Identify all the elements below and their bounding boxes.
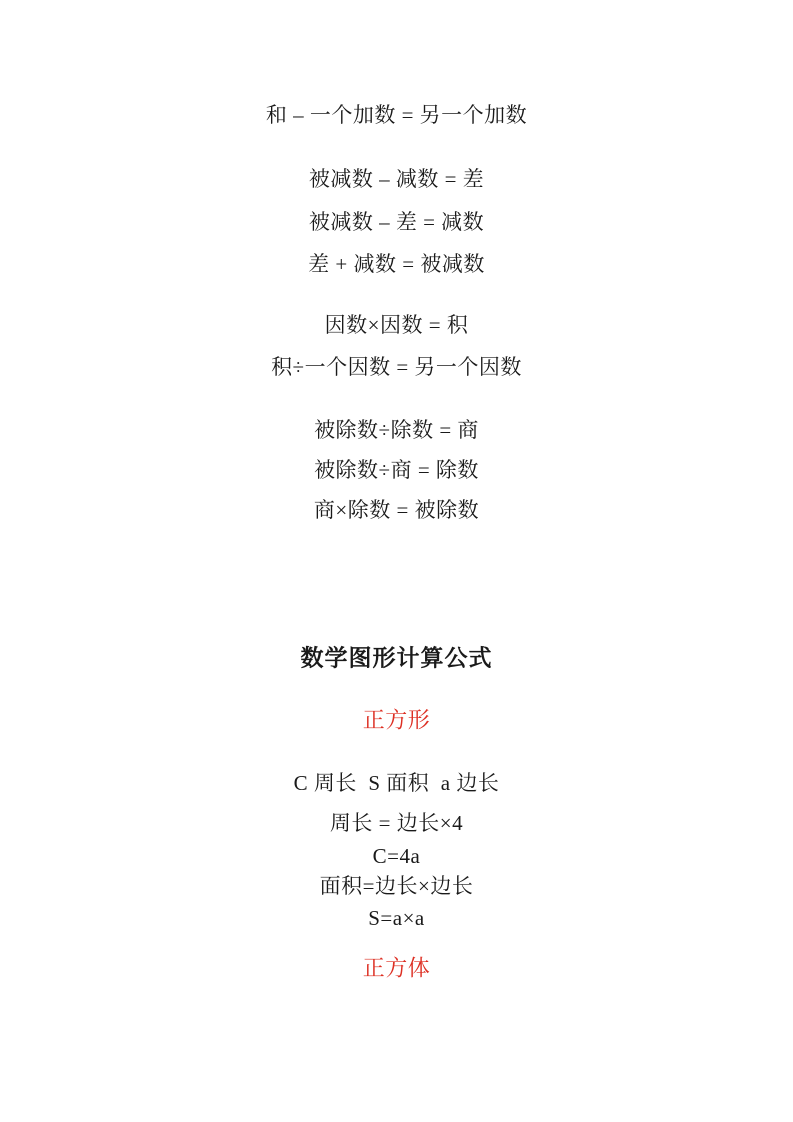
square-area-symbol-formula-line: S=a×a — [368, 905, 425, 930]
cube-section-label: 正方体 — [362, 955, 431, 981]
square-section-label: 正方形 — [362, 707, 431, 733]
square-perimeter-symbol-formula-line: C=4a — [372, 843, 421, 868]
subtraction-rule-line: 被减数 – 减数 = 差 — [308, 166, 485, 191]
addition-rule-line: 和 – 一个加数 = 另一个加数 — [265, 102, 528, 127]
division-rule-line: 被除数÷商 = 除数 — [314, 457, 479, 482]
square-perimeter-formula-line: 周长 = 边长×4 — [329, 810, 464, 835]
subtraction-rule-line: 被减数 – 差 = 减数 — [308, 209, 485, 234]
division-rule-line: 商×除数 = 被除数 — [313, 497, 480, 522]
division-rule-line: 被除数÷除数 = 商 — [314, 417, 479, 442]
geometry-section-heading: 数学图形计算公式 — [300, 645, 493, 671]
subtraction-rule-line: 差 + 减数 = 被减数 — [308, 251, 485, 276]
multiplication-rule-line: 因数×因数 = 积 — [324, 312, 469, 337]
multiplication-rule-line: 积÷一个因数 = 另一个因数 — [271, 354, 522, 379]
square-area-formula-line: 面积=边长×边长 — [319, 873, 474, 898]
square-variables-line: C 周长 S 面积 a 边长 — [293, 770, 500, 795]
